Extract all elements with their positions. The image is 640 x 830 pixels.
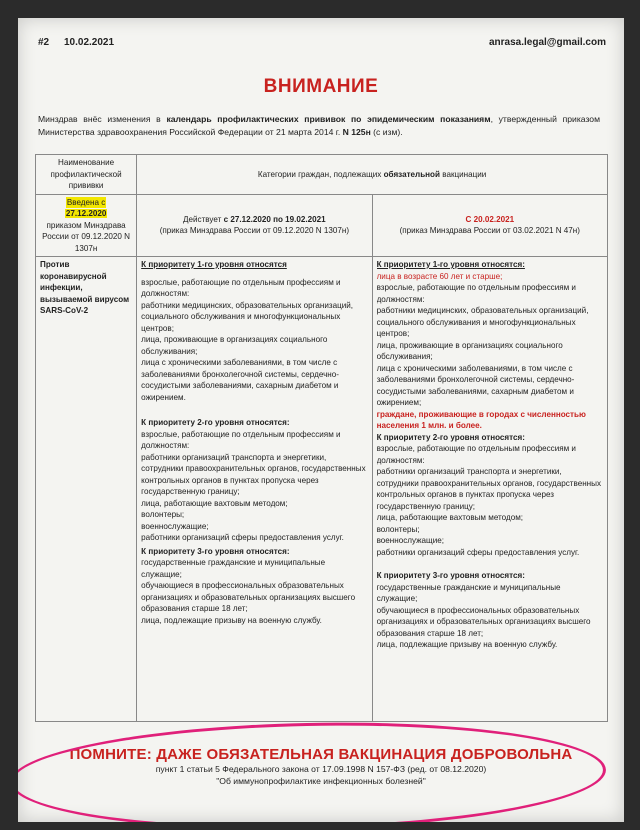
list-item: лица с хроническими заболеваниями, в том числе с заболеваниями бронхолегочной системы, сердечно-сосудистыми заболеваниями, сахарным диабетом и ожирением.	[141, 358, 339, 402]
new-level1-age-rule: лица в возрасте 60 лет и старше;	[376, 271, 503, 281]
list-item: государственные гражданские и муниципальные служащие;	[141, 558, 326, 579]
intro-bold-calendar: календарь профилактических прививок по эпидемическим показаниям	[166, 114, 491, 124]
header-categories-suffix: вакцинации	[439, 169, 487, 179]
new-level1-list	[377, 282, 603, 409]
old-period-order: (приказ Минздрава России от 09.12.2020 N 1307н)	[159, 226, 350, 236]
old-level2-title: К приоритету 2-го уровня относятся:	[141, 418, 290, 427]
header-categories-bold: обязательной	[383, 169, 440, 179]
intro-bold-order: N 125н	[342, 127, 371, 137]
list-item: работники организаций сферы предоставления услуг.	[376, 547, 580, 557]
list-item: военнослужащие;	[141, 521, 209, 531]
reminder-law-reference: пункт 1 статьи 5 Федерального закона от 17.09.1998 N 157-ФЗ (ред. от 08.12.2020)	[155, 764, 487, 774]
list-item: военнослужащие;	[376, 536, 444, 545]
list-item: взрослые, работающие по отдельным профессиям и должностям:	[376, 444, 576, 465]
old-level3-title: К приоритету 3-го уровня относятся:	[141, 546, 290, 556]
list-item: волонтеры;	[376, 524, 420, 534]
new-level1-city-rule: граждане, проживающие в городах с численностью населения 1 млн. и более.	[376, 409, 586, 430]
header-categories-prefix: Категории граждан, подлежащих	[257, 169, 384, 179]
introduced-label: Введена с	[66, 197, 106, 207]
new-level3-title: К приоритету 3-го уровня относятся:	[376, 571, 525, 580]
list-item: волонтеры;	[141, 510, 185, 519]
intro-text-1: Минздрав внёс изменения в	[38, 114, 167, 124]
list-item: обучающиеся в профессиональных образовательных организациях и образовательных организациях высшего образования старше 18 лет;	[376, 605, 591, 638]
new-period-header	[372, 194, 607, 257]
list-item: работники организаций транспорта и энергетики, сотрудники правоохранительных органов, государственных контрольных органов в пунктах пропуска через государственную границу;	[376, 467, 602, 511]
table-subheader-row	[36, 194, 608, 257]
old-level3-list	[141, 557, 367, 626]
old-level2-list	[141, 429, 367, 544]
list-item: лица, подлежащие призыву на военную службу.	[141, 615, 322, 625]
document-date: 10.02.2021	[64, 37, 115, 48]
old-rules-cell	[137, 257, 372, 722]
new-period-order: (приказ Минздрава России от 03.02.2021 N 47н)	[399, 226, 580, 236]
list-item: лица с хроническими заболеваниями, в том числе с заболеваниями бронхолегочной системы, сердечно-сосудистыми заболеваниями, сахарным диабетом и ожирением;	[376, 363, 575, 407]
reminder-law-title: "Об иммунопрофилактике инфекционных болезней"	[216, 776, 426, 786]
hand-drawn-circle-annotation	[18, 717, 607, 822]
list-item: взрослые, работающие по отдельным профессиям и должностям:	[141, 429, 341, 450]
intro-paragraph	[38, 113, 600, 139]
list-item: работники медицинских, образовательных организаций, социального обслуживания и многофункциональных центров;	[376, 306, 589, 338]
table-header-row	[36, 155, 608, 195]
new-level2-title: К приоритету 2-го уровня относятся:	[376, 432, 525, 442]
table-body-row	[36, 257, 608, 722]
list-item: работники организаций транспорта и энергетики, сотрудники правоохранительных органов, государственных контрольных органов в пунктах пропуска через государственную границу;	[141, 452, 366, 496]
header-vaccine-name: Наименование профилактической прививки	[36, 155, 137, 195]
old-period-header	[137, 194, 372, 257]
introduced-cell	[36, 194, 137, 257]
list-item: лица, работающие вахтовым методом;	[141, 498, 288, 508]
old-period-title	[141, 214, 367, 226]
list-item: лица, проживающие в организациях социального обслуживания;	[376, 340, 563, 361]
list-item: государственные гражданские и муниципальные служащие;	[376, 582, 561, 603]
old-level1-title: К приоритету 1-го уровня относятся	[141, 260, 287, 269]
old-level1-list	[141, 277, 367, 404]
new-level2-list	[377, 443, 603, 558]
vaccination-table	[35, 154, 608, 722]
new-level1-title: К приоритету 1-го уровня относятся:	[376, 260, 525, 269]
old-period-prefix: Действует	[183, 214, 224, 224]
intro-text-2: , утвержденный приказом Министерства здравоохранения Российской Федерации от 21 марта 2014 г.	[38, 114, 600, 137]
list-item: работники организаций сферы предоставления услуг.	[141, 533, 344, 542]
list-item: обучающиеся в профессиональных образовательных организациях и образовательных организациях высшего образования старше 18 лет;	[141, 581, 356, 613]
vaccine-name-cell: Против коронавирусной инфекции, вызываемой вирусом SARS-CoV-2	[36, 257, 137, 722]
new-period-date: С 20.02.2021	[465, 214, 515, 224]
reminder-headline: ПОМНИТЕ: ДАЖЕ ОБЯЗАТЕЛЬНАЯ ВАКЦИНАЦИЯ ДОБРОВОЛЬНА	[69, 746, 573, 763]
intro-text-3: (с изм).	[370, 127, 403, 137]
header-categories	[137, 155, 608, 195]
list-item: лица, подлежащие призыву на военную службу.	[376, 640, 558, 649]
list-item: лица, проживающие в организациях социального обслуживания;	[141, 335, 328, 356]
document-number: #2	[38, 37, 50, 48]
new-level3-list	[377, 582, 603, 651]
list-item: взрослые, работающие по отдельным профессиям и должностям:	[376, 283, 576, 304]
page-title: ВНИМАНИЕ	[263, 76, 379, 97]
old-period-dates: с 27.12.2020 по 19.02.2021	[223, 214, 326, 224]
list-item: взрослые, работающие по отдельным профессиям и должностям:	[141, 277, 341, 298]
list-item: работники медицинских, образовательных организаций, социального обслуживания и многофункциональных центров;	[141, 300, 354, 333]
introduced-order: приказом Минздрава России от 09.12.2020 N 1307н	[42, 220, 130, 253]
list-item: лица, работающие вахтовым методом;	[376, 513, 524, 522]
new-rules-cell	[372, 257, 607, 722]
document-page	[18, 18, 624, 822]
contact-email: anrasa.legal@gmail.com	[488, 37, 606, 48]
introduced-date: 27.12.2020	[65, 209, 107, 218]
